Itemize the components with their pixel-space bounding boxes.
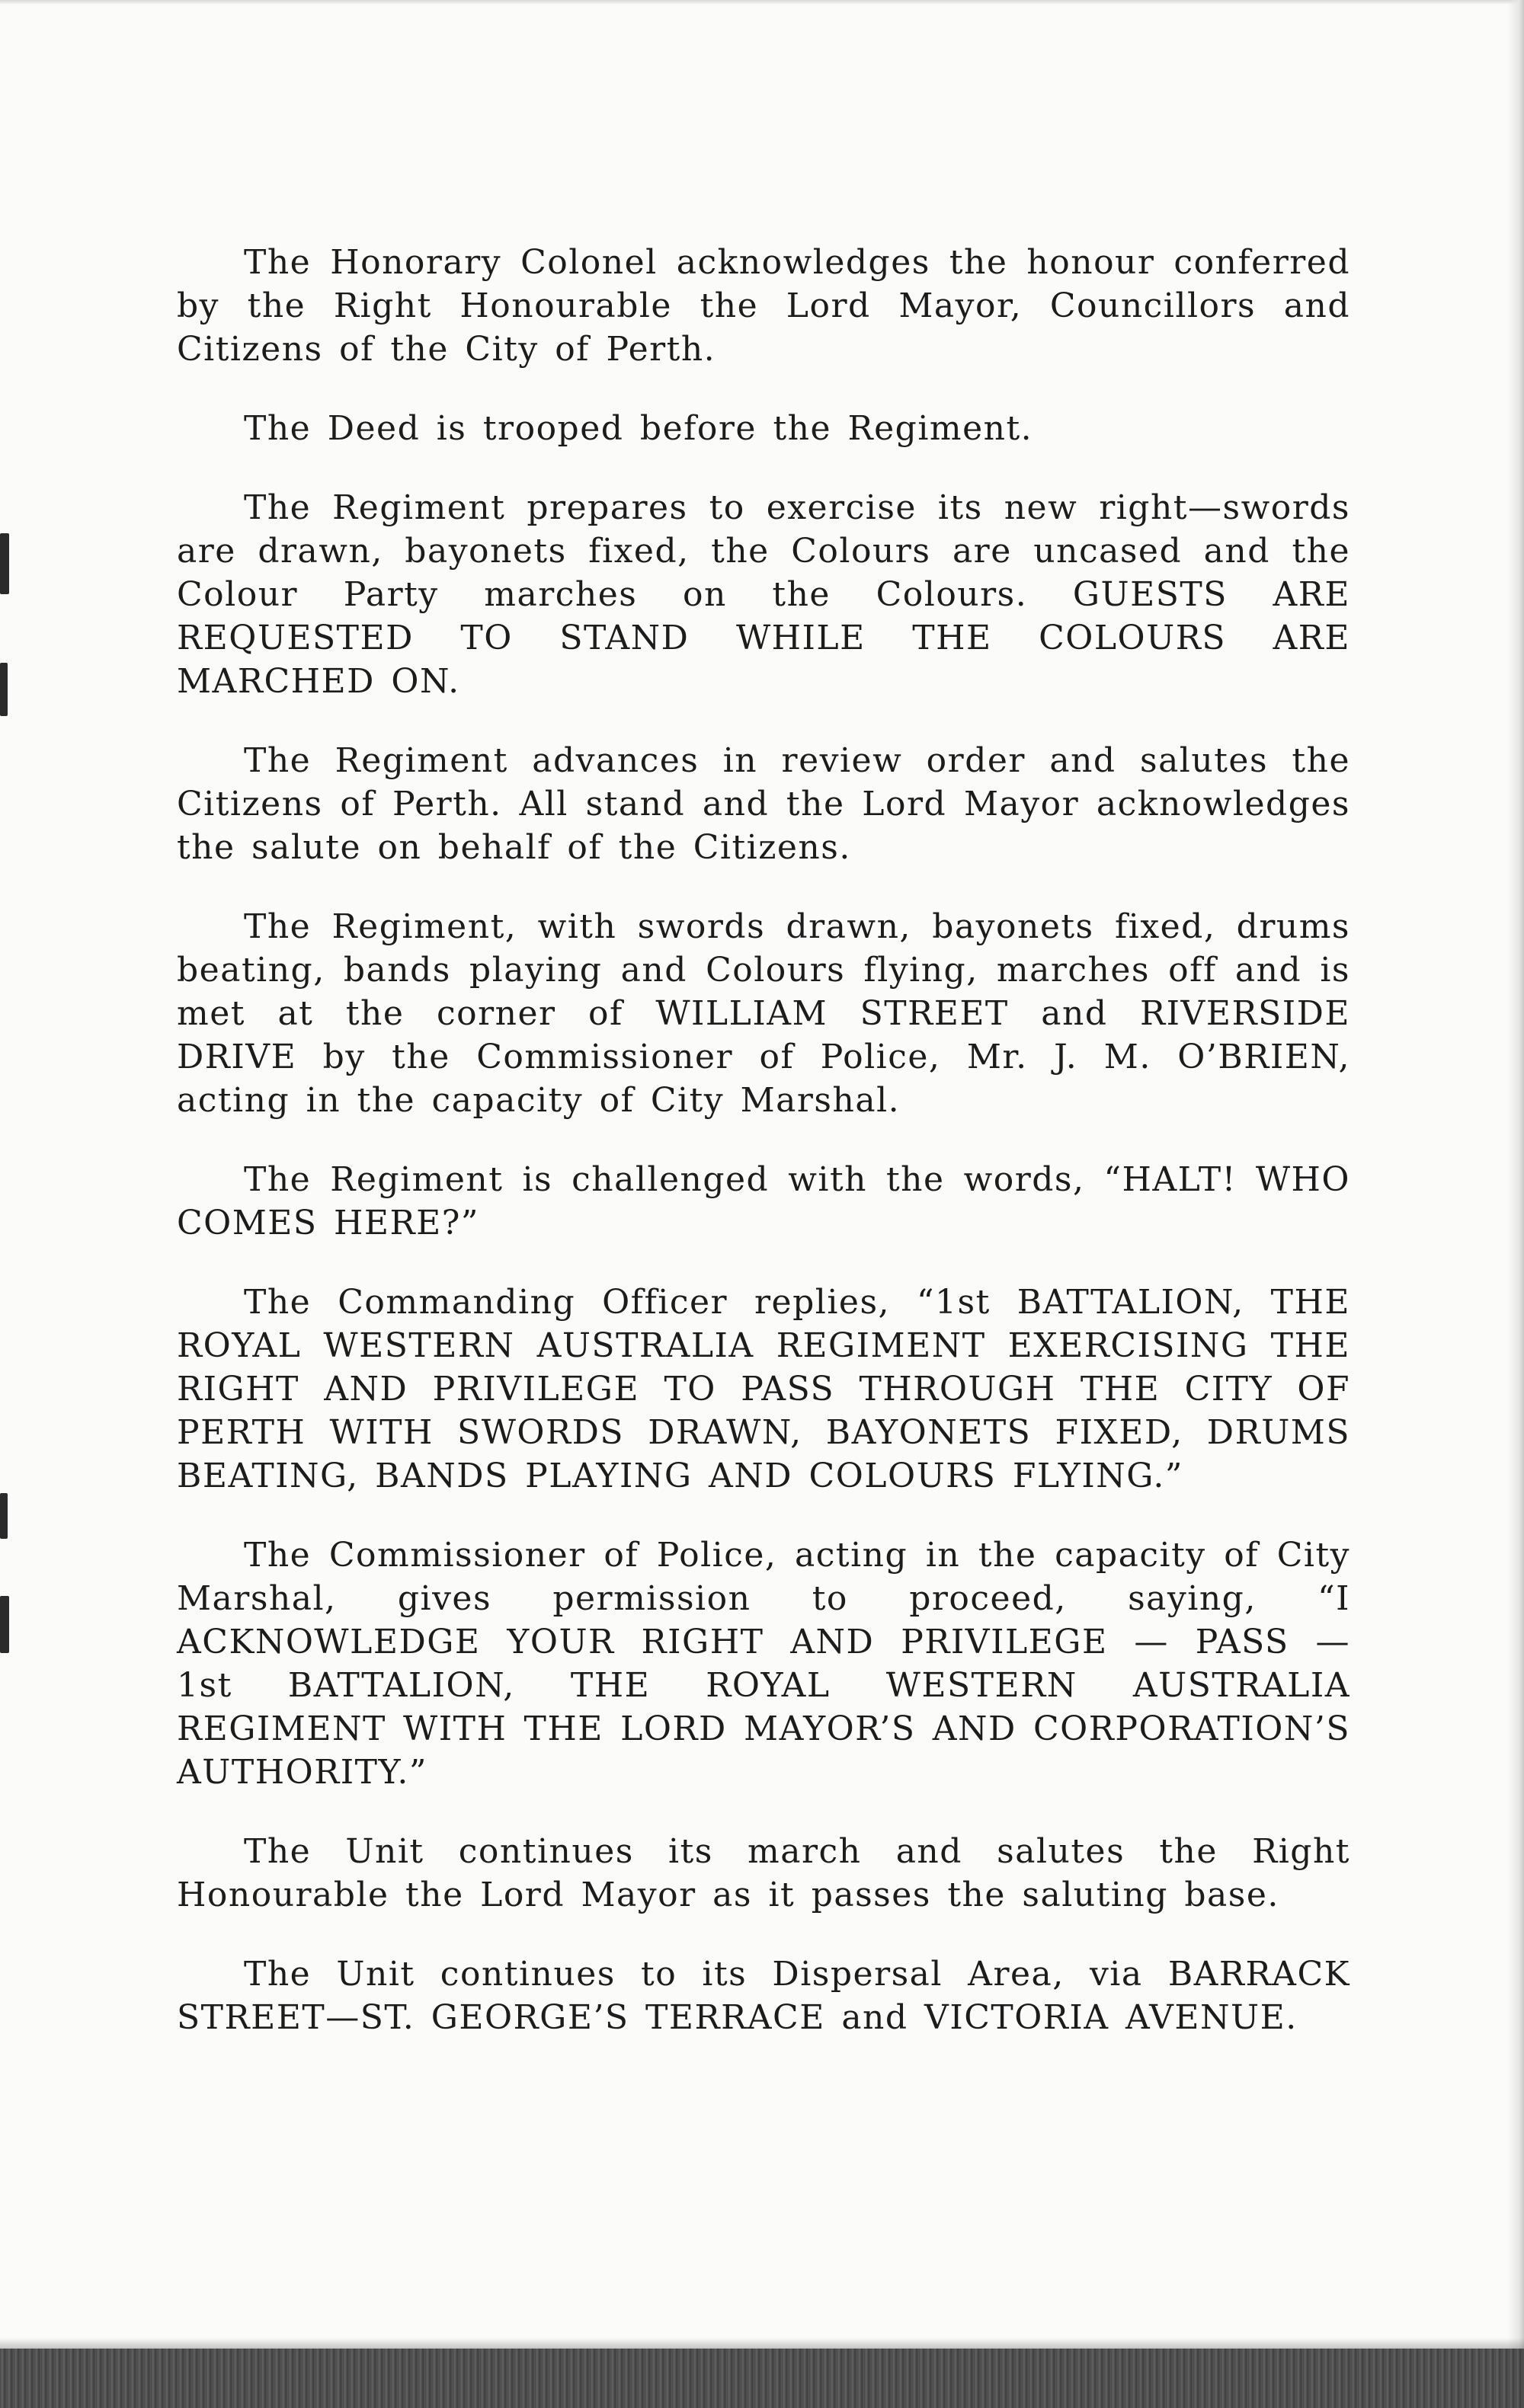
document-body: [177, 241, 1350, 2075]
paragraph: The Deed is trooped before the Regiment.: [244, 409, 1033, 448]
paragraph: The Regiment is challenged with the words, “HALT! WHO COMES HERE?”: [177, 1160, 1350, 1242]
paragraph: The Unit continues to its Dispersal Area, via BARRACK STREET—ST. GEORGE’S TERRACE and VICTORIA AVENUE.: [177, 1955, 1350, 2037]
paragraph: The Regiment, with swords drawn, bayonets fixed, drums beating, bands playing and Colours flying, marches off and is met at the corner of WILLIAM STREET and RIVERSIDE DRIVE by the Commissioner of Police, Mr. J. M. O’BRIEN, acting in the capacity of City Marshal.: [177, 907, 1350, 1120]
paragraph: The Commanding Officer replies, “1st BATTALION, THE ROYAL WESTERN AUSTRALIA REGIMENT EXERCISING THE RIGHT AND PRIVILEGE TO PASS THROUGH THE CITY OF PERTH WITH SWORDS DRAWN, BAYONETS FIXED, DRUMS BEATING, BANDS PLAYING AND COLOURS FLYING.”: [177, 1283, 1350, 1495]
paragraph: The Regiment advances in review order and salutes the Citizens of Perth. All stand and the Lord Mayor acknowledges the salute on behalf of the Citizens.: [177, 741, 1350, 867]
binding-mark: [0, 663, 8, 716]
binding-mark: [0, 1493, 8, 1539]
page-top-edge: [0, 0, 1524, 5]
binding-mark: [0, 533, 9, 594]
binding-mark: [0, 1596, 9, 1653]
page-right-edge: [1507, 0, 1524, 2408]
paragraph: The Commissioner of Police, acting in the capacity of City Marshal, gives permission to proceed, saying, “I ACKNOWLEDGE YOUR RIGHT AND PRIVILEGE — PASS — 1st BATTALION, THE ROYAL WESTERN AUSTRALIA REGIMENT WITH THE LORD MAYOR’S AND CORPORATION’S AUTHORITY.”: [177, 1536, 1350, 1792]
paragraph: The Unit continues its march and salutes the Right Honourable the Lord Mayor as it passes the saluting base.: [177, 1832, 1350, 1914]
paragraph: The Regiment prepares to exercise its new right—swords are drawn, bayonets fixed, the Colours are uncased and the Colour Party marches on the Colours. GUESTS ARE REQUESTED TO STAND WHILE THE COLOURS ARE MARCHED ON.: [177, 488, 1350, 701]
paragraph: The Honorary Colonel acknowledges the honour conferred by the Right Honourable the Lord Mayor, Councillors and Citizens of the City of Perth.: [177, 243, 1350, 369]
scan-bottom-edge: [0, 2349, 1524, 2408]
